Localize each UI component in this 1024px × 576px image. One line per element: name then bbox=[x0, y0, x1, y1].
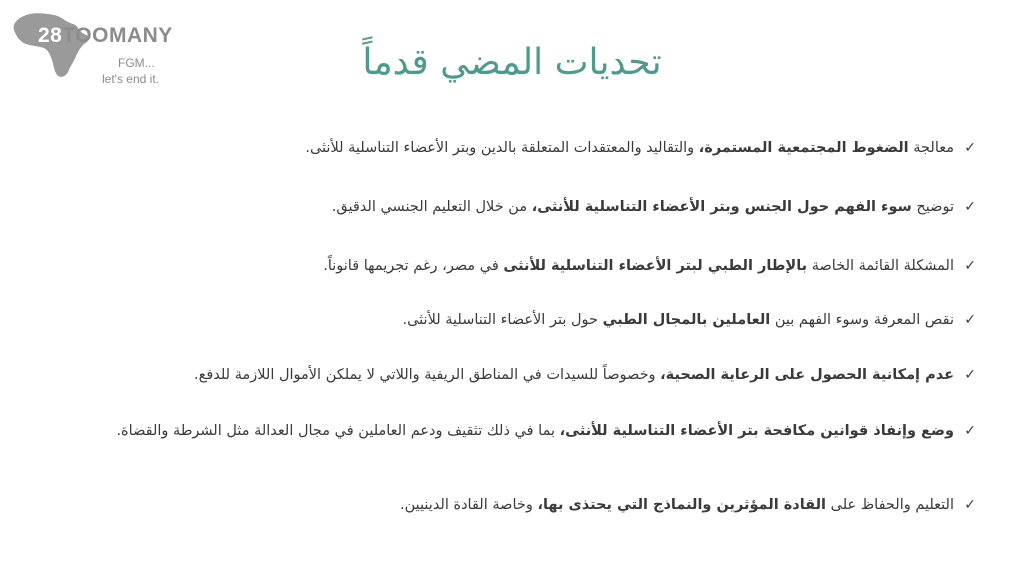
bullet-text: نقص المعرفة وسوء الفهم بين bbox=[770, 312, 954, 328]
checkmark-icon: ✓ bbox=[964, 312, 976, 328]
bullet-text: وخاصة القادة الدينيين. bbox=[400, 497, 538, 513]
checkmark-icon: ✓ bbox=[964, 258, 976, 274]
checkmark-icon: ✓ bbox=[964, 423, 976, 439]
bullet-item bbox=[36, 367, 976, 383]
bullet-bold-text: عدم إمكانية الحصول على الرعاية الصحية، bbox=[660, 367, 954, 383]
bullet-text: توضيح bbox=[911, 199, 954, 215]
checkmark-icon: ✓ bbox=[964, 199, 976, 215]
bullet-bold-text: العاملين بالمجال الطبي bbox=[602, 312, 771, 328]
bullet-item bbox=[36, 199, 976, 215]
bullet-text: بما في ذلك تثقيف ودعم العاملين في مجال العدالة مثل الشرطة والقضاة. bbox=[116, 423, 560, 439]
bullet-text: حول بتر الأعضاء التناسلية للأنثى. bbox=[402, 312, 603, 328]
bullet-item bbox=[36, 258, 976, 274]
bullet-item bbox=[36, 140, 976, 156]
bullet-item bbox=[36, 312, 976, 328]
checkmark-icon: ✓ bbox=[964, 367, 976, 383]
bullet-text: المشكلة القائمة الخاصة bbox=[807, 258, 954, 274]
bullet-text: معالجة bbox=[908, 140, 954, 156]
logo-tagline-1: FGM... bbox=[118, 56, 155, 70]
bullet-item bbox=[36, 497, 976, 513]
bullet-text: وخصوصاً للسيدات في المناطق الريفية واللاتي لا يملكن الأموال اللازمة للدفع. bbox=[194, 367, 661, 383]
bullet-bold-text: بالإطار الطبي لبتر الأعضاء التناسلية للأنثى bbox=[503, 258, 808, 274]
bullet-item bbox=[36, 423, 976, 439]
checkmark-icon: ✓ bbox=[964, 140, 976, 156]
bullet-text: التعليم والحفاظ على bbox=[826, 497, 954, 513]
bullet-bold-text: الضغوط المجتمعية المستمرة، bbox=[698, 140, 909, 156]
checkmark-icon: ✓ bbox=[964, 497, 976, 513]
slide-title: تحديات المضي قدماً bbox=[362, 42, 662, 83]
bullet-bold-text: وضع وإنفاذ قوانين مكافحة بتر الأعضاء التناسلية للأنثى، bbox=[559, 423, 954, 439]
bullet-text: والتقاليد والمعتقدات المتعلقة بالدين وبتر الأعضاء التناسلية للأنثى. bbox=[305, 140, 699, 156]
logo-brand: 28TOOMANY bbox=[38, 24, 173, 47]
bullet-text: من خلال التعليم الجنسي الدقيق. bbox=[331, 199, 532, 215]
bullet-text: في مصر، رغم تجريمها قانوناً. bbox=[323, 258, 504, 274]
logo-tagline-2: let's end it. bbox=[102, 72, 159, 86]
bullet-bold-text: سوء الفهم حول الجنس وبتر الأعضاء التناسلية للأنثى، bbox=[531, 199, 912, 215]
bullet-bold-text: القادة المؤثرين والنماذج التي يحتذى بها، bbox=[537, 497, 827, 513]
